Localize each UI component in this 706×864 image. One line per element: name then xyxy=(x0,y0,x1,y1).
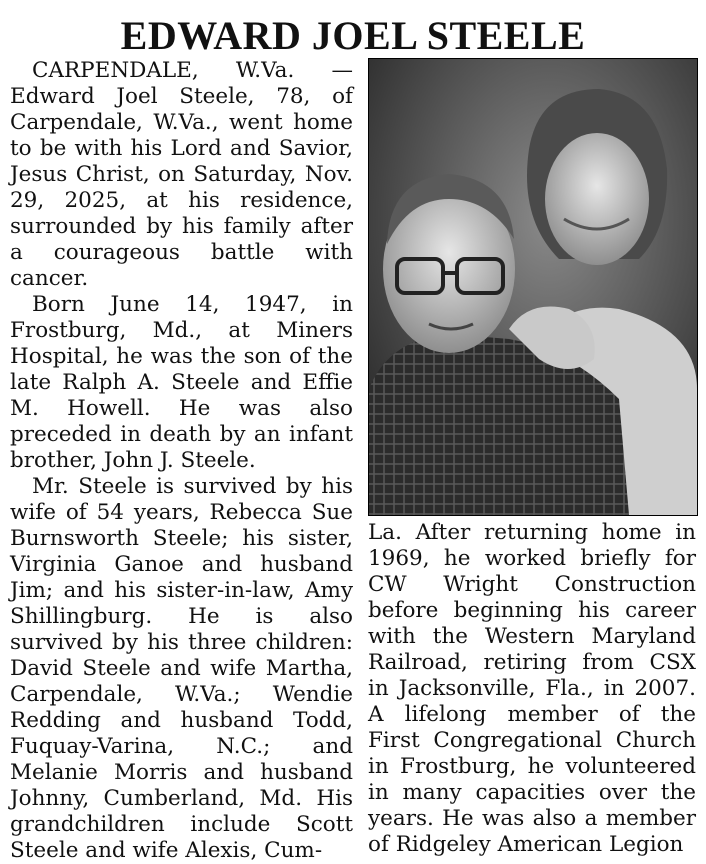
paragraph-career: La. After returning home in 1969, he worked briefly for CW Wright Construction before beginning his career with the Western Maryland Railroad, retiring from CSX in Jacksonville, Fla., in 2007. A lifelong member of the First Congregational Church in Frostburg, he volunteered in many capacities over the years. He was also a member of Ridgeley American Legion xyxy=(368,520,696,857)
paragraph-death-notice: CARPENDALE, W.Va. — Edward Joel Steele, 78, of Carpendale, W.Va., went home to be with his Lord and Savior, Jesus Christ, on Saturday, Nov. 29, 2025, at his residence, surrounded by his family after a courageous battle with cancer. xyxy=(10,58,353,291)
paragraph-birth: Born June 14, 1947, in Frostburg, Md., at Miners Hospital, he was the son of the late Ralph A. Steele and Effie M. Howell. He was also preceded in death by an infant brother, John J. Steele. xyxy=(10,292,353,473)
couple-portrait-photo xyxy=(368,58,698,516)
portrait-illustration xyxy=(369,59,697,515)
obituary-headline: EDWARD JOEL STEELE xyxy=(120,13,586,58)
paragraph-survivors: Mr. Steele is survived by his wife of 54 years, Rebecca Sue Burnsworth Steele; his sister, Virginia Ganoe and husband Jim; and his sister-in-law, Amy Shillingburg. He is also survived by his three children: David Steele and wife Martha, Carpendale, W.Va.; Wendie Redding and husband Todd, Fuquay-Varina, N.C.; and Melanie Morris and husband Johnny, Cumberland, Md. His grandchildren include Scott Steele and wife Alexis, Cum- xyxy=(10,474,353,863)
right-text-column xyxy=(368,520,696,858)
left-text-column xyxy=(10,58,353,864)
